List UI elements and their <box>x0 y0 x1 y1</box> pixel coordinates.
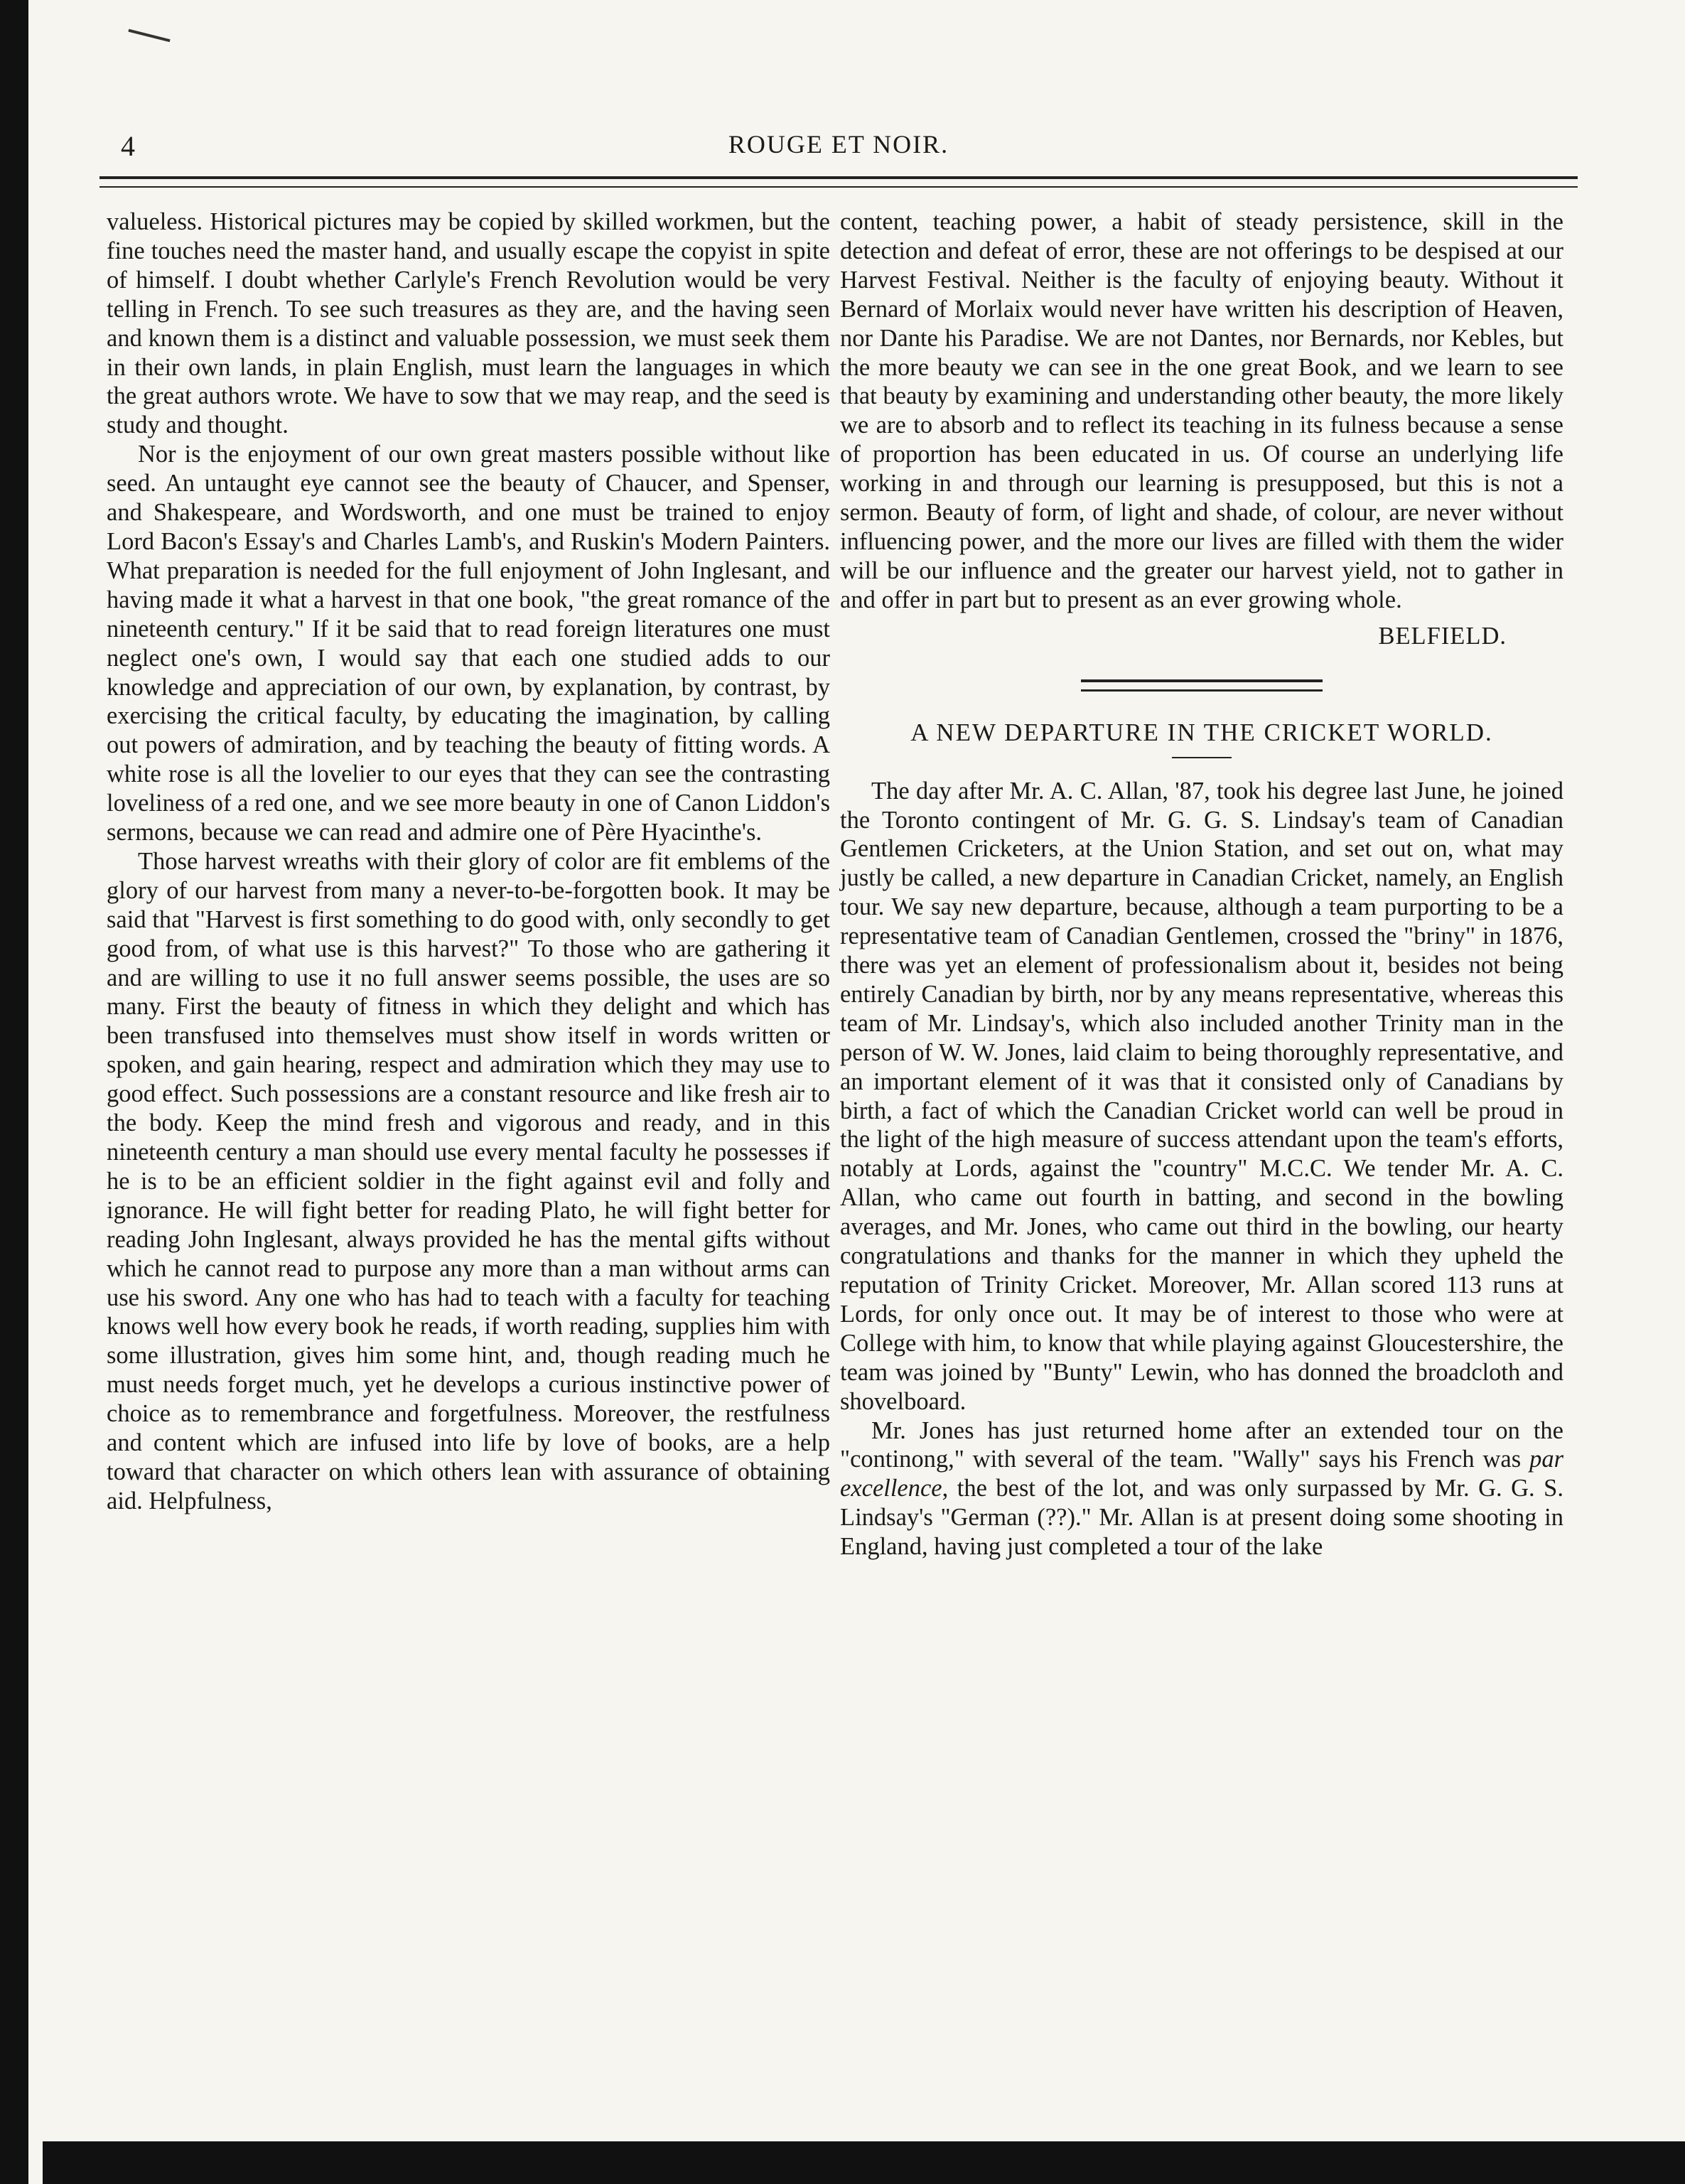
paragraph: Those harvest wreaths with their glory of color are fit emblems of the glory of our harvest from many a never-to-be-forgotten book. It may be said that "Harvest is first something to do good with, only secondly to get good from, of what use is this harvest?" To those who are gathering it and are willing to use it no full answer seems possible, the uses are so many. First the beauty of fitness in which they delight and which has been transfused into themselves must show itself in words written or spoken, and gain hearing, respect and admiration which they may use to good effect. Such possessions are a constant resource and like fresh air to the body. Keep the mind fresh and vigorous and ready, and in this nineteenth century a man should use every mental faculty he possesses if he is to be an efficient soldier in the fight against evil and folly and ignorance. He will fight better for reading Plato, he will fight better for reading John Inglesant, always provided he has the mental gifts without which he cannot read to purpose any more than a man without arms can use his sword. Any one who has had to teach with a faculty for teaching knows well how every book he reads, if worth reading, supplies him with some illustration, gives him some hint, and, though reading much he must needs forget much, yet he develops a curious instinctive power of choice as to remembrance and forgetfulness. Moreover, the restfulness and content which are infused into life by love of books, are a help toward that character on which others lean with assurance of obtaining aid. Helpfulness, <box>107 847 830 1515</box>
paragraph: The day after Mr. A. C. Allan, '87, took his degree last June, he joined the Toronto contingent of Mr. G. G. S. Lindsay's team of Canadian Gentlemen Cricketers, at the Union Station, and set out on, what may justly be called, a new departure in Canadian Cricket, namely, an English tour. We say new departure, because, although a team purporting to be a representative team of Canadian Gentlemen, crossed the "briny" in 1876, there was yet an element of professionalism about it, besides not being entirely Canadian by birth, nor by any means representative, whereas this team of Mr. Lindsay's, which also included another Trinity man in the person of W. W. Jones, laid claim to being thoroughly representative, and an important element of it was that it consisted only of Canadians by birth, a fact of which the Canadian Cricket world can well be proud in the light of the high measure of success attendant upon the team's efforts, notably at Lords, against the "country" M.C.C. We tender Mr. A. C. Allan, who came out fourth in batting, and second in the bowling averages, and Mr. Jones, who came out third in the bowling, our hearty congratulations and thanks for the manner in which they upheld the reputation of Trinity Cricket. Moreover, Mr. Allan scored 113 runs at Lords, for only once out. It may be of interest to those who were at College with him, to know that while playing against Gloucestershire, the team was joined by "Bunty" Lewin, who has donned the broadcloth and shovelboard. <box>840 777 1563 1415</box>
journal-title: ROUGE ET NOIR. <box>728 130 949 158</box>
scan-left-edge <box>0 0 28 2184</box>
header-rule <box>99 176 1578 188</box>
section-divider <box>1081 679 1323 692</box>
paragraph: Nor is the enjoyment of our own great masters possible without like seed. An untaught eye cannot see the beauty of Chaucer, and Spenser, and Shakespeare, and Wordsworth, and one must be trained to enjoy Lord Bacon's Essay's and Charles Lamb's, and Ruskin's Modern Painters. What preparation is needed for the full enjoyment of John Inglesant, and having made it what a harvest in that one book, "the great romance of the nineteenth century." If it be said that to read foreign literatures one must neglect one's own, I would say that each one studied adds to our knowledge and appreciation of our own, by explanation, by contrast, by exercising the critical faculty, by educating the imagination, by calling out powers of admiration, and by teaching the beauty of fitting words. A white rose is all the lovelier to our eyes that they can see the contrasting loveliness of a red one, and we see more beauty in one of Canon Liddon's sermons, because we can read and admire one of Père Hyacinthe's. <box>107 441 830 846</box>
article-title: A NEW DEPARTURE IN THE CRICKET WORLD. <box>910 718 1493 746</box>
page-header <box>85 129 1592 162</box>
scan-bottom-edge <box>43 2141 1685 2184</box>
italic-phrase: par excellence <box>840 1446 1563 1502</box>
title-rule <box>1172 757 1232 758</box>
paragraph: content, teaching power, a habit of steady persistence, skill in the detection and defeat of error, these are not offerings to be despised at our Harvest Festival. Neither is the faculty of enjoying beauty. Without it Bernard of Morlaix would never have written his description of Heaven, nor Dante his Paradise. We are not Dantes, nor Bernards, nor Kebles, but the more beauty we can see in the one great Book, and we learn to see that beauty by examining and understanding other beauty, the more likely we are to absorb and to reflect its teaching in its fulness because a sense of proportion has been educated in us. Of course an underlying life working in and through our learning is presupposed, but this is not a sermon. Beauty of form, of light and shade, of colour, are never without influencing power, and the more our lives are filled with them the wider will be our influence and the greater our harvest yield, not to gather in and offer in part but to present as an ever growing whole. <box>840 208 1563 613</box>
paragraph <box>840 1416 1563 1562</box>
paragraph-text: Mr. Jones has just returned home after an extended tour on the "continong," with several of the team. "Wally" says his French was <box>840 1416 1563 1473</box>
paragraph: valueless. Historical pictures may be copied by skilled workmen, but the fine touches need the master hand, and usually escape the copyist in spite of himself. I doubt whether Carlyle's French Revolution would be very telling in French. To see such treasures as they are, and the having seen and known them is a distinct and valuable possession, we must seek them in their own lands, in plain English, must learn the languages in which the great authors wrote. We have to sow that we may reap, and the seed is study and thought. <box>107 208 830 439</box>
left-column <box>107 208 830 1516</box>
page-number: 4 <box>121 130 135 162</box>
paragraph-text: , the best of the lot, and was only surpassed by Mr. G. G. S. Lindsay's "German (??)." Mr. Allan is at present doing some shooting in England, having just completed a tour of the lake <box>840 1475 1563 1561</box>
right-column <box>840 208 1563 1561</box>
scan-mark <box>128 29 170 42</box>
author-signature: BELFIELD. <box>1378 622 1507 650</box>
